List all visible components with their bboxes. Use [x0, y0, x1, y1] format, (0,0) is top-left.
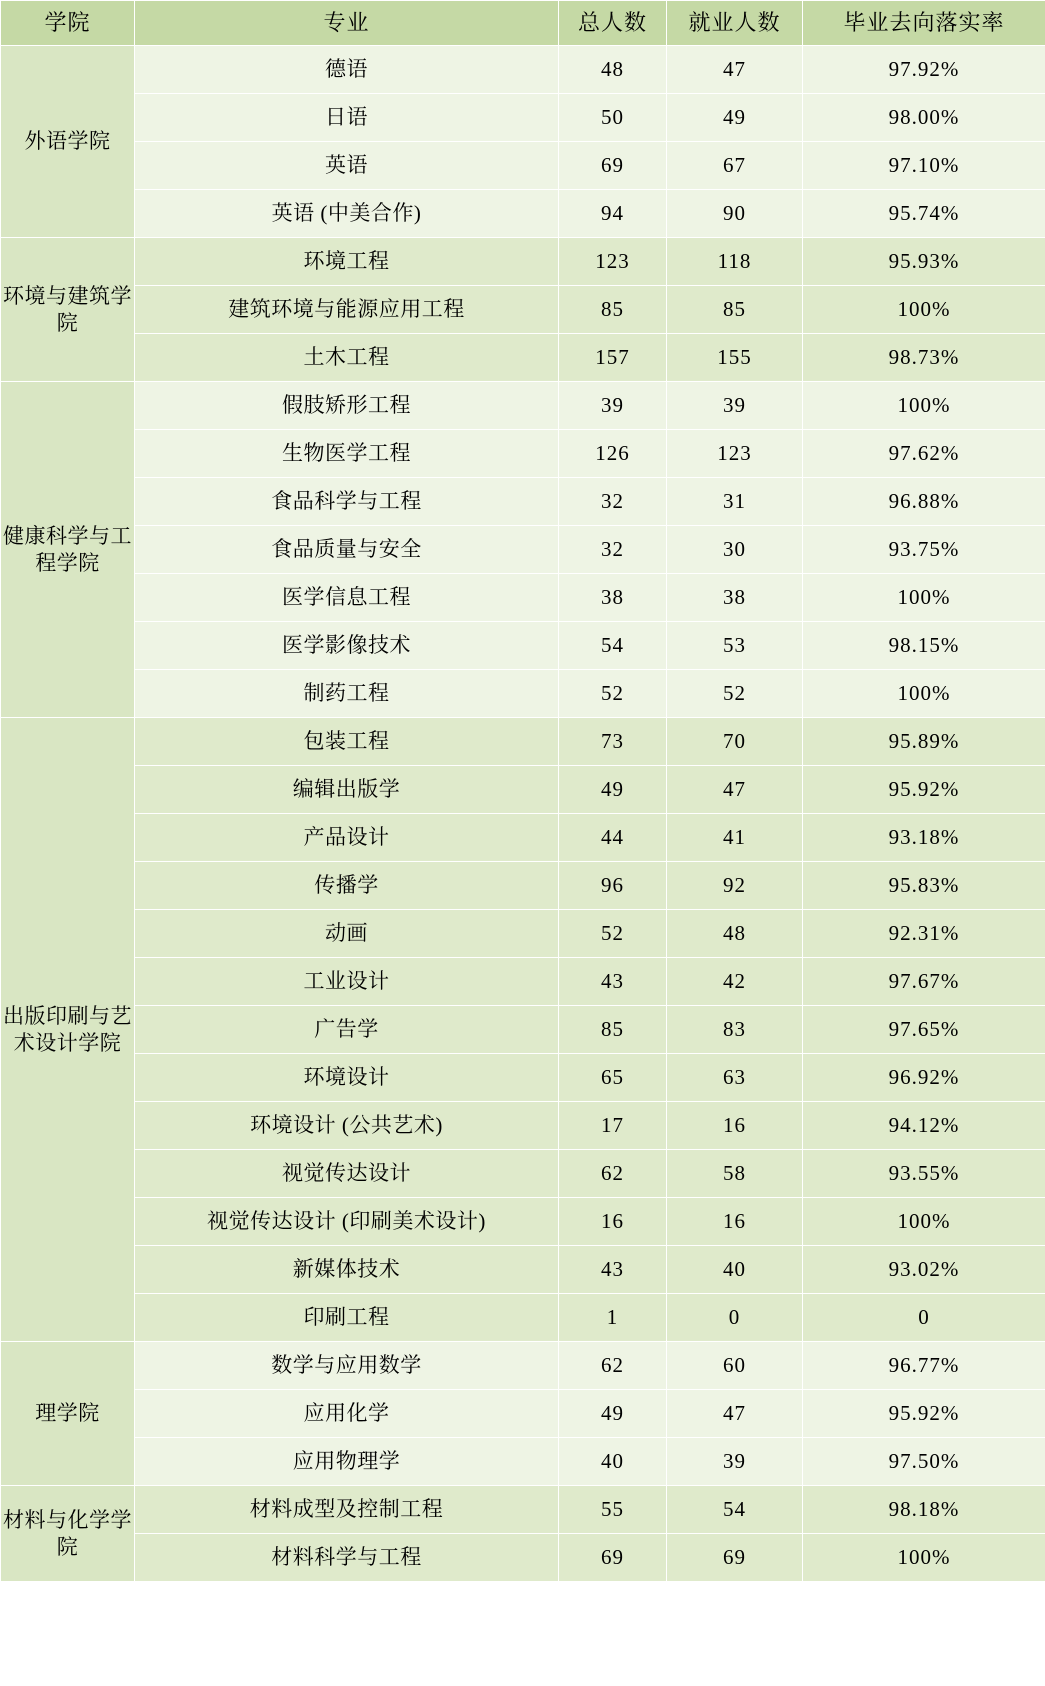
major-cell: 医学影像技术 [135, 622, 559, 670]
rate-cell: 95.74% [803, 190, 1045, 238]
table-row [1, 718, 1045, 766]
total-cell: 1 [559, 1294, 667, 1342]
rate-cell: 0 [803, 1294, 1045, 1342]
table-row [1, 1102, 1045, 1150]
employed-cell: 52 [667, 670, 803, 718]
table-row [1, 334, 1045, 382]
total-cell: 73 [559, 718, 667, 766]
total-cell: 32 [559, 526, 667, 574]
rate-cell: 95.93% [803, 238, 1045, 286]
rate-cell: 100% [803, 382, 1045, 430]
total-cell: 54 [559, 622, 667, 670]
total-cell: 43 [559, 1246, 667, 1294]
major-cell: 日语 [135, 94, 559, 142]
major-cell: 印刷工程 [135, 1294, 559, 1342]
employed-cell: 0 [667, 1294, 803, 1342]
employed-cell: 41 [667, 814, 803, 862]
employed-cell: 47 [667, 1390, 803, 1438]
total-cell: 52 [559, 670, 667, 718]
total-cell: 85 [559, 286, 667, 334]
college-cell: 理学院 [1, 1342, 135, 1486]
major-cell: 应用物理学 [135, 1438, 559, 1486]
total-cell: 55 [559, 1486, 667, 1534]
employed-cell: 49 [667, 94, 803, 142]
table-row [1, 622, 1045, 670]
total-cell: 49 [559, 1390, 667, 1438]
total-cell: 16 [559, 1198, 667, 1246]
rate-cell: 94.12% [803, 1102, 1045, 1150]
column-header-employed: 就业人数 [667, 1, 803, 46]
major-cell: 假肢矫形工程 [135, 382, 559, 430]
major-cell: 材料成型及控制工程 [135, 1486, 559, 1534]
employed-cell: 30 [667, 526, 803, 574]
employed-cell: 67 [667, 142, 803, 190]
major-cell: 包装工程 [135, 718, 559, 766]
major-cell: 英语 (中美合作) [135, 190, 559, 238]
table-row [1, 526, 1045, 574]
employed-cell: 47 [667, 46, 803, 94]
total-cell: 62 [559, 1342, 667, 1390]
major-cell: 新媒体技术 [135, 1246, 559, 1294]
employed-cell: 38 [667, 574, 803, 622]
major-cell: 环境工程 [135, 238, 559, 286]
major-cell: 环境设计 (公共艺术) [135, 1102, 559, 1150]
column-header-total: 总人数 [559, 1, 667, 46]
total-cell: 49 [559, 766, 667, 814]
total-cell: 38 [559, 574, 667, 622]
table-row [1, 1486, 1045, 1534]
total-cell: 126 [559, 430, 667, 478]
table-row [1, 94, 1045, 142]
major-cell: 视觉传达设计 [135, 1150, 559, 1198]
rate-cell: 100% [803, 1534, 1045, 1582]
employed-cell: 58 [667, 1150, 803, 1198]
employed-cell: 155 [667, 334, 803, 382]
rate-cell: 95.83% [803, 862, 1045, 910]
total-cell: 157 [559, 334, 667, 382]
total-cell: 52 [559, 910, 667, 958]
table-row [1, 1390, 1045, 1438]
rate-cell: 97.67% [803, 958, 1045, 1006]
employed-cell: 47 [667, 766, 803, 814]
employed-cell: 83 [667, 1006, 803, 1054]
rate-cell: 95.92% [803, 766, 1045, 814]
rate-cell: 97.50% [803, 1438, 1045, 1486]
table-row [1, 1006, 1045, 1054]
rate-cell: 93.55% [803, 1150, 1045, 1198]
major-cell: 应用化学 [135, 1390, 559, 1438]
rate-cell: 96.77% [803, 1342, 1045, 1390]
major-cell: 传播学 [135, 862, 559, 910]
employed-cell: 40 [667, 1246, 803, 1294]
table-row [1, 430, 1045, 478]
total-cell: 85 [559, 1006, 667, 1054]
rate-cell: 96.92% [803, 1054, 1045, 1102]
column-header-college: 学院 [1, 1, 135, 46]
table-row [1, 1246, 1045, 1294]
college-cell: 环境与建筑学院 [1, 238, 135, 382]
employed-cell: 53 [667, 622, 803, 670]
table-row [1, 1054, 1045, 1102]
rate-cell: 98.00% [803, 94, 1045, 142]
total-cell: 44 [559, 814, 667, 862]
major-cell: 环境设计 [135, 1054, 559, 1102]
table-row [1, 766, 1045, 814]
table-row [1, 286, 1045, 334]
employed-cell: 39 [667, 382, 803, 430]
total-cell: 43 [559, 958, 667, 1006]
total-cell: 32 [559, 478, 667, 526]
table-row [1, 1342, 1045, 1390]
rate-cell: 96.88% [803, 478, 1045, 526]
rate-cell: 100% [803, 286, 1045, 334]
employed-cell: 42 [667, 958, 803, 1006]
rate-cell: 93.75% [803, 526, 1045, 574]
major-cell: 广告学 [135, 1006, 559, 1054]
total-cell: 96 [559, 862, 667, 910]
table-row [1, 910, 1045, 958]
employed-cell: 92 [667, 862, 803, 910]
college-cell: 出版印刷与艺术设计学院 [1, 718, 135, 1342]
rate-cell: 98.15% [803, 622, 1045, 670]
table-row [1, 478, 1045, 526]
college-cell: 材料与化学学院 [1, 1486, 135, 1582]
employed-cell: 69 [667, 1534, 803, 1582]
employed-cell: 48 [667, 910, 803, 958]
total-cell: 50 [559, 94, 667, 142]
rate-cell: 93.02% [803, 1246, 1045, 1294]
rate-cell: 95.89% [803, 718, 1045, 766]
major-cell: 产品设计 [135, 814, 559, 862]
employed-cell: 90 [667, 190, 803, 238]
total-cell: 65 [559, 1054, 667, 1102]
major-cell: 英语 [135, 142, 559, 190]
major-cell: 动画 [135, 910, 559, 958]
major-cell: 制药工程 [135, 670, 559, 718]
total-cell: 17 [559, 1102, 667, 1150]
employed-cell: 85 [667, 286, 803, 334]
major-cell: 德语 [135, 46, 559, 94]
table-row [1, 238, 1045, 286]
rate-cell: 93.18% [803, 814, 1045, 862]
rate-cell: 97.92% [803, 46, 1045, 94]
table-row [1, 46, 1045, 94]
major-cell: 数学与应用数学 [135, 1342, 559, 1390]
table-row [1, 814, 1045, 862]
employed-cell: 39 [667, 1438, 803, 1486]
major-cell: 生物医学工程 [135, 430, 559, 478]
total-cell: 94 [559, 190, 667, 238]
college-cell: 健康科学与工程学院 [1, 382, 135, 718]
employed-cell: 123 [667, 430, 803, 478]
table-row [1, 382, 1045, 430]
employed-cell: 63 [667, 1054, 803, 1102]
major-cell: 工业设计 [135, 958, 559, 1006]
column-header-rate: 毕业去向落实率 [803, 1, 1045, 46]
table-row [1, 1534, 1045, 1582]
rate-cell: 92.31% [803, 910, 1045, 958]
employed-cell: 16 [667, 1102, 803, 1150]
total-cell: 40 [559, 1438, 667, 1486]
employed-cell: 60 [667, 1342, 803, 1390]
employed-cell: 54 [667, 1486, 803, 1534]
table-row [1, 190, 1045, 238]
table-row [1, 1150, 1045, 1198]
employed-cell: 118 [667, 238, 803, 286]
total-cell: 123 [559, 238, 667, 286]
employed-cell: 70 [667, 718, 803, 766]
total-cell: 62 [559, 1150, 667, 1198]
employed-cell: 16 [667, 1198, 803, 1246]
total-cell: 69 [559, 1534, 667, 1582]
total-cell: 69 [559, 142, 667, 190]
table-row [1, 670, 1045, 718]
major-cell: 医学信息工程 [135, 574, 559, 622]
table-row [1, 1294, 1045, 1342]
major-cell: 食品质量与安全 [135, 526, 559, 574]
rate-cell: 97.65% [803, 1006, 1045, 1054]
rate-cell: 100% [803, 574, 1045, 622]
total-cell: 48 [559, 46, 667, 94]
rate-cell: 100% [803, 670, 1045, 718]
major-cell: 土木工程 [135, 334, 559, 382]
rate-cell: 95.92% [803, 1390, 1045, 1438]
major-cell: 材料科学与工程 [135, 1534, 559, 1582]
total-cell: 39 [559, 382, 667, 430]
table-row [1, 958, 1045, 1006]
rate-cell: 98.18% [803, 1486, 1045, 1534]
table-row [1, 142, 1045, 190]
employed-cell: 31 [667, 478, 803, 526]
table-row [1, 1438, 1045, 1486]
rate-cell: 98.73% [803, 334, 1045, 382]
major-cell: 视觉传达设计 (印刷美术设计) [135, 1198, 559, 1246]
major-cell: 编辑出版学 [135, 766, 559, 814]
rate-cell: 97.10% [803, 142, 1045, 190]
major-cell: 食品科学与工程 [135, 478, 559, 526]
rate-cell: 97.62% [803, 430, 1045, 478]
rate-cell: 100% [803, 1198, 1045, 1246]
table-row [1, 574, 1045, 622]
table-header-row [1, 1, 1045, 46]
college-cell: 外语学院 [1, 46, 135, 238]
table-row [1, 1198, 1045, 1246]
column-header-major: 专业 [135, 1, 559, 46]
table-row [1, 862, 1045, 910]
major-cell: 建筑环境与能源应用工程 [135, 286, 559, 334]
